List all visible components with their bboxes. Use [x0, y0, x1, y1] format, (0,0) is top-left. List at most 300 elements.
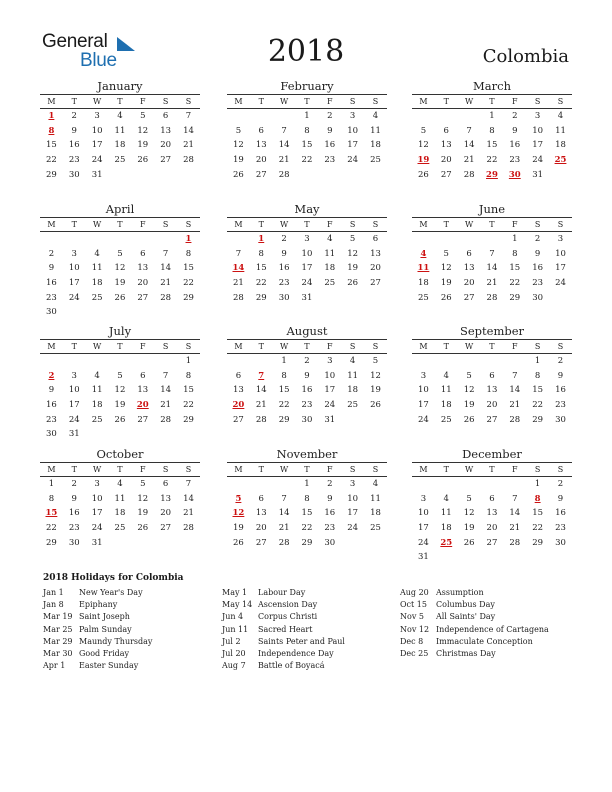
- month-september: [412, 324, 572, 427]
- weekday-header: [412, 340, 572, 354]
- weekday-label: W: [279, 465, 289, 475]
- day-cell: 10: [91, 493, 103, 504]
- weekday-label: M: [47, 342, 56, 352]
- weekday-label: M: [234, 97, 243, 107]
- holiday-day-cell: 12: [232, 508, 245, 519]
- holiday-date: Nov 5: [400, 612, 424, 622]
- day-cell: 8: [258, 248, 264, 259]
- week-row: [412, 153, 572, 168]
- day-cell: 26: [114, 414, 126, 425]
- day-cell: 11: [324, 248, 336, 259]
- empty-day-cell: [227, 232, 250, 247]
- holiday-date: Mar 30: [43, 648, 73, 658]
- month-title: October: [96, 447, 144, 461]
- empty-day-cell: [154, 354, 177, 369]
- day-cell: 31: [301, 292, 313, 303]
- day-cell: 24: [347, 154, 359, 165]
- day-cell: 7: [185, 479, 192, 490]
- day-cell: 19: [370, 385, 381, 396]
- holiday-name: Christmas Day: [436, 648, 496, 658]
- weekday-label: F: [512, 342, 518, 352]
- weekday-label: M: [234, 220, 243, 230]
- week-row: [40, 427, 200, 442]
- empty-day-cell: [131, 305, 154, 320]
- holiday-date: Mar 19: [43, 612, 73, 622]
- month-october: [40, 447, 200, 550]
- day-cell: 1: [489, 111, 495, 122]
- weekday-label: S: [349, 465, 356, 475]
- day-cell: 9: [327, 125, 333, 136]
- day-cell: 27: [486, 537, 498, 548]
- weekday-label: W: [464, 342, 474, 352]
- day-cell: 22: [255, 277, 267, 288]
- empty-day-cell: [458, 477, 481, 492]
- day-cell: 10: [418, 385, 429, 396]
- weekday-label: S: [372, 465, 379, 475]
- day-cell: 26: [137, 522, 149, 533]
- day-cell: 7: [489, 248, 495, 259]
- day-cell: 3: [304, 234, 310, 245]
- weekday-label: S: [557, 465, 564, 475]
- weekday-header: [227, 463, 387, 477]
- weekday-header: [40, 95, 200, 109]
- week-row: [227, 521, 387, 536]
- week-row: [227, 276, 387, 291]
- holiday-name: Sacred Heart: [258, 624, 313, 634]
- holiday-date: Mar 29: [43, 636, 73, 646]
- day-cell: 18: [440, 522, 452, 533]
- week-row: [412, 261, 572, 276]
- weekday-label: S: [162, 465, 169, 475]
- day-cell: 25: [91, 292, 103, 303]
- day-cell: 1: [48, 479, 55, 490]
- day-cell: 14: [486, 263, 498, 274]
- weekday-label: T: [258, 342, 264, 352]
- empty-day-cell: [549, 550, 572, 565]
- day-cell: 29: [532, 537, 544, 548]
- day-cell: 15: [301, 140, 313, 151]
- weekday-label: T: [71, 342, 77, 352]
- empty-day-cell: [273, 477, 296, 492]
- day-cell: 27: [486, 414, 498, 425]
- day-cell: 19: [440, 277, 452, 288]
- weekday-label: F: [512, 220, 518, 230]
- day-cell: 5: [372, 356, 379, 367]
- empty-day-cell: [412, 477, 435, 492]
- weekday-label: F: [140, 97, 146, 107]
- day-cell: 28: [463, 169, 475, 180]
- holiday-name: Good Friday: [79, 648, 130, 658]
- day-cell: 27: [370, 277, 381, 288]
- day-cell: 24: [532, 154, 544, 165]
- holiday-day-cell: 25: [440, 537, 453, 548]
- holiday-day-cell: 8: [48, 125, 55, 136]
- holiday-name: New Year's Day: [79, 588, 143, 597]
- weekday-label: M: [419, 342, 428, 352]
- day-cell: 29: [46, 537, 57, 548]
- day-cell: 31: [91, 537, 103, 548]
- weekday-label: T: [71, 465, 77, 475]
- weekday-label: M: [47, 220, 56, 230]
- weekday-label: S: [162, 220, 169, 230]
- empty-day-cell: [131, 232, 154, 247]
- day-cell: 4: [443, 493, 449, 504]
- day-cell: 19: [463, 399, 475, 410]
- day-cell: 29: [278, 414, 290, 425]
- day-cell: 22: [183, 399, 194, 410]
- month-may: [227, 202, 387, 305]
- day-cell: 22: [46, 522, 57, 533]
- day-cell: 18: [324, 263, 336, 274]
- day-cell: 6: [258, 125, 264, 136]
- weekday-label: T: [443, 465, 449, 475]
- week-row: [227, 291, 387, 306]
- day-cell: 8: [281, 370, 287, 381]
- empty-day-cell: [503, 354, 526, 369]
- week-row: [412, 550, 572, 565]
- day-cell: 16: [68, 140, 80, 151]
- week-row: [40, 305, 200, 320]
- day-cell: 10: [68, 263, 80, 274]
- day-cell: 28: [160, 414, 172, 425]
- week-row: [412, 477, 572, 492]
- day-cell: 30: [324, 537, 336, 548]
- weekday-label: W: [92, 220, 102, 230]
- holiday-date: Mar 25: [43, 624, 73, 634]
- weekday-label: F: [327, 97, 333, 107]
- empty-day-cell: [131, 536, 154, 551]
- week-row: [227, 138, 387, 153]
- day-cell: 18: [347, 385, 359, 396]
- day-cell: 23: [301, 399, 313, 410]
- weekday-label: T: [304, 97, 310, 107]
- holiday-name: Easter Sunday: [79, 661, 139, 671]
- empty-day-cell: [435, 477, 458, 492]
- brand-name-general: General: [42, 31, 108, 52]
- day-cell: 30: [46, 307, 57, 318]
- day-cell: 25: [324, 277, 336, 288]
- day-cell: 17: [68, 399, 80, 410]
- day-cell: 7: [185, 111, 192, 122]
- day-cell: 23: [278, 277, 290, 288]
- day-cell: 4: [443, 370, 449, 381]
- holiday-date: Jul 2: [222, 636, 241, 646]
- weekday-label: S: [162, 342, 169, 352]
- holiday-item: [222, 660, 402, 672]
- day-cell: 14: [509, 385, 521, 396]
- week-row: [412, 413, 572, 428]
- day-cell: 3: [557, 234, 564, 245]
- day-cell: 13: [486, 508, 498, 519]
- day-cell: 13: [440, 140, 452, 151]
- weekday-label: F: [327, 220, 333, 230]
- day-cell: 19: [137, 508, 149, 519]
- day-cell: 17: [555, 263, 566, 274]
- day-cell: 29: [532, 414, 544, 425]
- day-cell: 17: [324, 385, 336, 396]
- day-cell: 12: [114, 263, 126, 274]
- empty-day-cell: [458, 550, 481, 565]
- holiday-day-cell: 19: [417, 154, 430, 165]
- day-cell: 20: [255, 154, 267, 165]
- holiday-name: Maundy Thursday: [79, 636, 153, 646]
- day-cell: 2: [71, 111, 77, 122]
- empty-day-cell: [177, 168, 200, 183]
- empty-day-cell: [318, 168, 341, 183]
- holiday-name: All Saints' Day: [436, 612, 496, 622]
- weekday-header: [412, 95, 572, 109]
- day-cell: 6: [489, 493, 495, 504]
- month-title: May: [294, 202, 320, 216]
- day-cell: 29: [46, 169, 57, 180]
- day-cell: 25: [370, 154, 381, 165]
- holiday-date: Aug 20: [400, 588, 429, 597]
- holiday-day-cell: 5: [235, 493, 242, 504]
- weekday-label: F: [512, 97, 518, 107]
- holiday-column: [43, 587, 223, 672]
- day-cell: 14: [278, 508, 290, 519]
- weekday-label: S: [185, 220, 192, 230]
- weekday-label: M: [47, 97, 56, 107]
- holiday-name: Independence of Cartagena: [436, 624, 549, 634]
- day-cell: 5: [466, 370, 472, 381]
- month-title: December: [462, 447, 522, 461]
- weekday-label: T: [71, 220, 77, 230]
- day-cell: 29: [301, 537, 313, 548]
- day-cell: 17: [347, 508, 359, 519]
- day-cell: 18: [418, 277, 429, 288]
- holiday-name: Saints Peter and Paul: [258, 636, 345, 646]
- day-cell: 14: [255, 385, 267, 396]
- day-cell: 23: [555, 399, 566, 410]
- week-row: [227, 383, 387, 398]
- holiday-name: Independence Day: [258, 648, 334, 658]
- day-cell: 28: [278, 537, 290, 548]
- day-cell: 24: [91, 522, 103, 533]
- week-row: [412, 138, 572, 153]
- day-cell: 16: [301, 385, 313, 396]
- empty-day-cell: [412, 109, 435, 124]
- week-row: [227, 247, 387, 262]
- month-title: September: [459, 324, 525, 338]
- day-cell: 17: [91, 508, 103, 519]
- holiday-date: Jul 20: [222, 648, 246, 658]
- day-cell: 5: [466, 493, 472, 504]
- week-row: [412, 398, 572, 413]
- empty-day-cell: [364, 536, 387, 551]
- week-row: [227, 261, 387, 276]
- holiday-day-cell: 25: [554, 154, 567, 165]
- empty-day-cell: [40, 354, 63, 369]
- day-cell: 20: [255, 522, 267, 533]
- week-row: [227, 232, 387, 247]
- day-cell: 11: [370, 125, 381, 136]
- week-row: [227, 398, 387, 413]
- day-cell: 15: [183, 385, 194, 396]
- holiday-item: [400, 587, 580, 599]
- day-cell: 9: [327, 493, 333, 504]
- empty-day-cell: [435, 232, 458, 247]
- holiday-item: [222, 611, 402, 623]
- day-cell: 16: [555, 385, 566, 396]
- day-cell: 11: [91, 263, 103, 274]
- day-cell: 17: [418, 399, 429, 410]
- week-row: [40, 261, 200, 276]
- day-cell: 11: [440, 385, 452, 396]
- day-cell: 7: [162, 248, 169, 259]
- day-cell: 10: [347, 493, 359, 504]
- day-cell: 5: [443, 248, 449, 259]
- empty-day-cell: [481, 232, 504, 247]
- week-row: [412, 536, 572, 551]
- day-cell: 1: [534, 479, 541, 490]
- day-cell: 5: [140, 111, 146, 122]
- holiday-day-cell: 20: [232, 399, 245, 410]
- holiday-day-cell: 30: [508, 169, 521, 180]
- weekday-label: T: [258, 465, 264, 475]
- holiday-day-cell: 2: [48, 370, 55, 381]
- weekday-label: W: [279, 97, 289, 107]
- holiday-item: [222, 624, 402, 636]
- holiday-item: [43, 587, 223, 599]
- day-cell: 12: [137, 125, 149, 136]
- empty-day-cell: [86, 354, 109, 369]
- holiday-item: [400, 611, 580, 623]
- day-cell: 10: [532, 125, 544, 136]
- day-cell: 6: [443, 125, 449, 136]
- day-cell: 23: [509, 154, 521, 165]
- empty-day-cell: [109, 536, 132, 551]
- calendar-year: 2018: [267, 34, 345, 69]
- day-cell: 26: [137, 154, 149, 165]
- day-cell: 27: [137, 292, 149, 303]
- weekday-label: T: [304, 342, 310, 352]
- holiday-date: Oct 15: [400, 600, 427, 610]
- day-cell: 14: [278, 140, 290, 151]
- day-cell: 4: [557, 111, 564, 122]
- week-row: [227, 354, 387, 369]
- day-cell: 15: [278, 385, 290, 396]
- empty-day-cell: [481, 354, 504, 369]
- day-cell: 28: [183, 522, 194, 533]
- empty-day-cell: [273, 109, 296, 124]
- day-cell: 7: [281, 493, 287, 504]
- day-cell: 9: [71, 125, 77, 136]
- holiday-item: [400, 636, 580, 648]
- weekday-header: [227, 340, 387, 354]
- day-cell: 21: [160, 277, 172, 288]
- week-row: [40, 492, 200, 507]
- weekday-label: S: [372, 342, 379, 352]
- day-cell: 12: [463, 508, 475, 519]
- weekday-label: S: [185, 97, 192, 107]
- empty-day-cell: [412, 354, 435, 369]
- day-cell: 28: [278, 169, 290, 180]
- month-title: November: [276, 447, 338, 461]
- week-row: [40, 477, 200, 492]
- day-cell: 30: [68, 169, 80, 180]
- day-cell: 16: [324, 140, 336, 151]
- day-cell: 21: [183, 140, 194, 151]
- day-cell: 21: [509, 522, 521, 533]
- day-cell: 14: [183, 493, 194, 504]
- day-cell: 18: [91, 277, 103, 288]
- day-cell: 15: [532, 385, 544, 396]
- weekday-label: T: [443, 97, 449, 107]
- day-cell: 25: [440, 414, 452, 425]
- day-cell: 4: [117, 111, 123, 122]
- day-cell: 13: [463, 263, 475, 274]
- day-cell: 9: [512, 125, 518, 136]
- empty-day-cell: [154, 536, 177, 551]
- week-row: [40, 291, 200, 306]
- day-cell: 17: [91, 140, 103, 151]
- day-cell: 16: [46, 277, 57, 288]
- day-cell: 4: [327, 234, 333, 245]
- empty-day-cell: [458, 354, 481, 369]
- day-cell: 30: [68, 537, 80, 548]
- day-cell: 9: [281, 248, 287, 259]
- weekday-label: S: [372, 220, 379, 230]
- day-cell: 23: [324, 522, 336, 533]
- day-cell: 31: [324, 414, 336, 425]
- day-cell: 1: [534, 356, 541, 367]
- holiday-item: [43, 611, 223, 623]
- day-cell: 27: [255, 169, 267, 180]
- day-cell: 9: [71, 493, 77, 504]
- day-cell: 9: [557, 370, 564, 381]
- month-title: April: [105, 202, 135, 216]
- day-cell: 9: [48, 385, 55, 396]
- day-cell: 24: [301, 277, 313, 288]
- day-cell: 10: [418, 508, 429, 519]
- day-cell: 5: [117, 370, 123, 381]
- holiday-item: [400, 599, 580, 611]
- empty-day-cell: [250, 354, 273, 369]
- day-cell: 20: [160, 140, 172, 151]
- day-cell: 30: [532, 292, 544, 303]
- day-cell: 30: [301, 414, 313, 425]
- weekday-label: S: [185, 465, 192, 475]
- weekday-header: [40, 340, 200, 354]
- empty-day-cell: [227, 109, 250, 124]
- empty-day-cell: [131, 427, 154, 442]
- empty-day-cell: [250, 477, 273, 492]
- weekday-label: M: [47, 465, 56, 475]
- day-cell: 20: [486, 399, 498, 410]
- day-cell: 19: [233, 154, 244, 165]
- holiday-column: [400, 587, 580, 660]
- month-title: July: [108, 324, 132, 338]
- day-cell: 26: [418, 169, 429, 180]
- day-cell: 16: [324, 508, 336, 519]
- week-row: [412, 168, 572, 183]
- month-november: [227, 447, 387, 550]
- day-cell: 6: [235, 370, 242, 381]
- day-cell: 5: [235, 125, 242, 136]
- week-row: [40, 521, 200, 536]
- day-cell: 17: [418, 522, 429, 533]
- day-cell: 18: [555, 140, 566, 151]
- day-cell: 30: [555, 537, 566, 548]
- day-cell: 22: [486, 154, 498, 165]
- day-cell: 23: [555, 522, 566, 533]
- day-cell: 2: [557, 479, 564, 490]
- holiday-day-cell: 4: [420, 248, 427, 259]
- day-cell: 18: [114, 508, 126, 519]
- weekday-label: W: [464, 97, 474, 107]
- day-cell: 25: [347, 399, 359, 410]
